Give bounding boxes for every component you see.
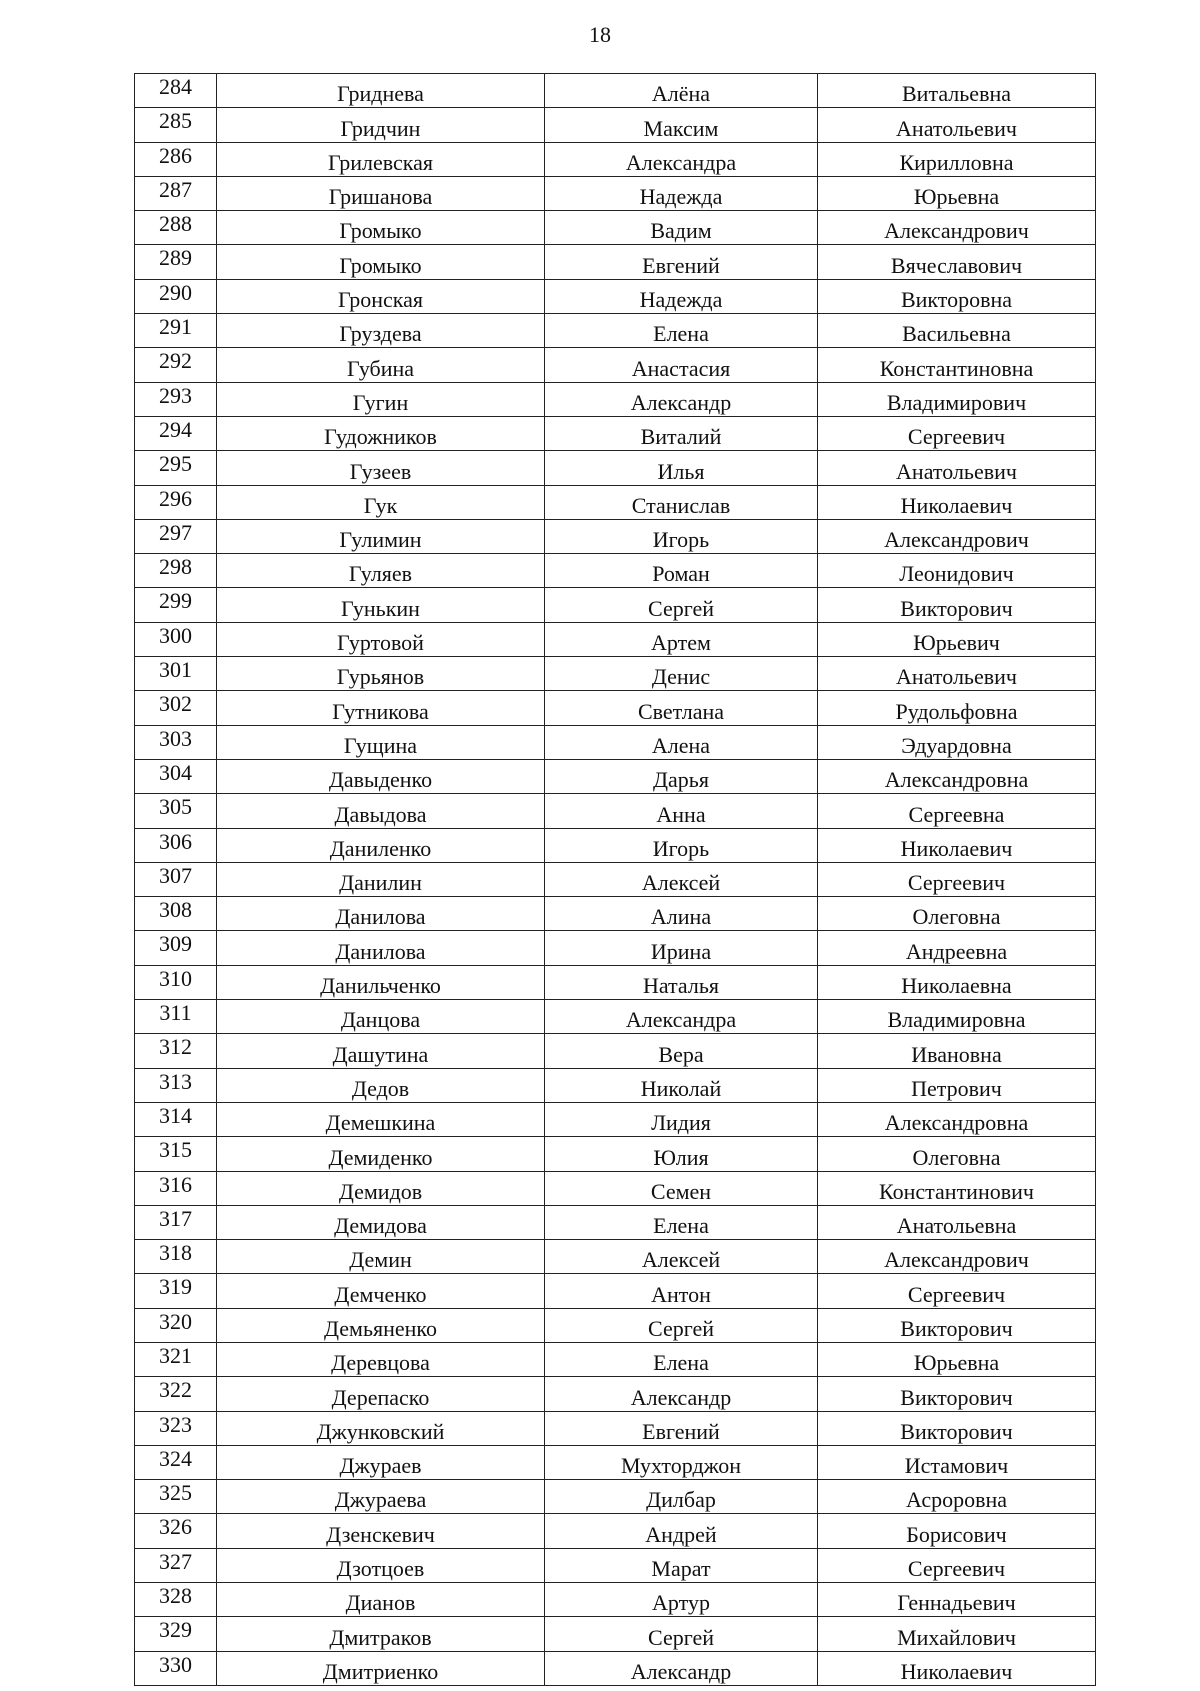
first-name-cell: Алексей xyxy=(545,862,818,896)
patronymic-cell: Николаевна xyxy=(818,965,1096,999)
first-name-cell: Светлана xyxy=(545,691,818,725)
table-row xyxy=(135,1205,1096,1239)
patronymic-cell: Александровна xyxy=(818,759,1096,793)
first-name-cell: Станислав xyxy=(545,485,818,519)
table-row xyxy=(135,108,1096,142)
row-number-cell: 330 xyxy=(135,1651,217,1685)
patronymic-cell: Александровна xyxy=(818,1102,1096,1136)
last-name-cell: Даниленко xyxy=(217,828,545,862)
patronymic-cell: Константиновна xyxy=(818,348,1096,382)
row-number-cell: 317 xyxy=(135,1205,217,1239)
patronymic-cell: Эдуардовна xyxy=(818,725,1096,759)
patronymic-cell: Александрович xyxy=(818,519,1096,553)
row-number-cell: 324 xyxy=(135,1445,217,1479)
patronymic-cell: Юрьевна xyxy=(818,176,1096,210)
last-name-cell: Гущина xyxy=(217,725,545,759)
row-number-cell: 307 xyxy=(135,862,217,896)
table-row xyxy=(135,931,1096,965)
table-row xyxy=(135,451,1096,485)
first-name-cell: Анна xyxy=(545,794,818,828)
first-name-cell: Вадим xyxy=(545,211,818,245)
patronymic-cell: Николаевич xyxy=(818,1651,1096,1685)
table-row xyxy=(135,1240,1096,1274)
first-name-cell: Алена xyxy=(545,725,818,759)
table-row xyxy=(135,1480,1096,1514)
table-row xyxy=(135,1583,1096,1617)
patronymic-cell: Сергеевич xyxy=(818,416,1096,450)
roster-table xyxy=(134,73,1096,1686)
last-name-cell: Демин xyxy=(217,1240,545,1274)
first-name-cell: Вера xyxy=(545,1034,818,1068)
patronymic-cell: Андреевна xyxy=(818,931,1096,965)
last-name-cell: Демьяненко xyxy=(217,1308,545,1342)
patronymic-cell: Витальевна xyxy=(818,74,1096,108)
row-number-cell: 325 xyxy=(135,1480,217,1514)
first-name-cell: Наталья xyxy=(545,965,818,999)
patronymic-cell: Александрович xyxy=(818,1240,1096,1274)
patronymic-cell: Анатольевич xyxy=(818,657,1096,691)
table-row xyxy=(135,1342,1096,1376)
patronymic-cell: Анатольевна xyxy=(818,1205,1096,1239)
last-name-cell: Деревцова xyxy=(217,1342,545,1376)
first-name-cell: Надежда xyxy=(545,279,818,313)
row-number-cell: 329 xyxy=(135,1617,217,1651)
patronymic-cell: Олеговна xyxy=(818,1137,1096,1171)
first-name-cell: Роман xyxy=(545,554,818,588)
row-number-cell: 297 xyxy=(135,519,217,553)
table-row xyxy=(135,211,1096,245)
last-name-cell: Гуртовой xyxy=(217,622,545,656)
first-name-cell: Сергей xyxy=(545,588,818,622)
first-name-cell: Дилбар xyxy=(545,1480,818,1514)
row-number-cell: 327 xyxy=(135,1548,217,1582)
row-number-cell: 289 xyxy=(135,245,217,279)
last-name-cell: Громыко xyxy=(217,211,545,245)
row-number-cell: 328 xyxy=(135,1583,217,1617)
last-name-cell: Джураев xyxy=(217,1445,545,1479)
patronymic-cell: Николаевич xyxy=(818,828,1096,862)
table-row xyxy=(135,1411,1096,1445)
row-number-cell: 290 xyxy=(135,279,217,313)
table-row xyxy=(135,519,1096,553)
row-number-cell: 309 xyxy=(135,931,217,965)
first-name-cell: Надежда xyxy=(545,176,818,210)
last-name-cell: Гриднева xyxy=(217,74,545,108)
table-row xyxy=(135,1171,1096,1205)
first-name-cell: Артур xyxy=(545,1583,818,1617)
patronymic-cell: Васильевна xyxy=(818,314,1096,348)
first-name-cell: Александр xyxy=(545,1377,818,1411)
last-name-cell: Данилова xyxy=(217,897,545,931)
table-row xyxy=(135,691,1096,725)
first-name-cell: Александр xyxy=(545,1651,818,1685)
last-name-cell: Дедов xyxy=(217,1068,545,1102)
table-row xyxy=(135,1617,1096,1651)
table-row xyxy=(135,416,1096,450)
row-number-cell: 286 xyxy=(135,142,217,176)
first-name-cell: Алёна xyxy=(545,74,818,108)
row-number-cell: 315 xyxy=(135,1137,217,1171)
row-number-cell: 312 xyxy=(135,1034,217,1068)
row-number-cell: 323 xyxy=(135,1411,217,1445)
row-number-cell: 319 xyxy=(135,1274,217,1308)
patronymic-cell: Юрьевич xyxy=(818,622,1096,656)
first-name-cell: Сергей xyxy=(545,1308,818,1342)
table-row xyxy=(135,1137,1096,1171)
patronymic-cell: Ивановна xyxy=(818,1034,1096,1068)
patronymic-cell: Владимировна xyxy=(818,1000,1096,1034)
table-row xyxy=(135,1377,1096,1411)
first-name-cell: Андрей xyxy=(545,1514,818,1548)
row-number-cell: 292 xyxy=(135,348,217,382)
table-row xyxy=(135,965,1096,999)
table-row xyxy=(135,725,1096,759)
row-number-cell: 294 xyxy=(135,416,217,450)
table-row xyxy=(135,759,1096,793)
row-number-cell: 285 xyxy=(135,108,217,142)
table-row xyxy=(135,279,1096,313)
row-number-cell: 302 xyxy=(135,691,217,725)
last-name-cell: Гуляев xyxy=(217,554,545,588)
patronymic-cell: Олеговна xyxy=(818,897,1096,931)
patronymic-cell: Асроровна xyxy=(818,1480,1096,1514)
first-name-cell: Александр xyxy=(545,382,818,416)
row-number-cell: 310 xyxy=(135,965,217,999)
last-name-cell: Демиденко xyxy=(217,1137,545,1171)
patronymic-cell: Владимирович xyxy=(818,382,1096,416)
row-number-cell: 308 xyxy=(135,897,217,931)
patronymic-cell: Викторовна xyxy=(818,279,1096,313)
table-row xyxy=(135,554,1096,588)
patronymic-cell: Рудольфовна xyxy=(818,691,1096,725)
table-row xyxy=(135,1548,1096,1582)
row-number-cell: 291 xyxy=(135,314,217,348)
table-row xyxy=(135,1445,1096,1479)
last-name-cell: Дмитраков xyxy=(217,1617,545,1651)
last-name-cell: Гронская xyxy=(217,279,545,313)
patronymic-cell: Юрьевна xyxy=(818,1342,1096,1376)
last-name-cell: Гудожников xyxy=(217,416,545,450)
last-name-cell: Данилова xyxy=(217,931,545,965)
table-row xyxy=(135,348,1096,382)
row-number-cell: 306 xyxy=(135,828,217,862)
row-number-cell: 304 xyxy=(135,759,217,793)
table-row xyxy=(135,1274,1096,1308)
row-number-cell: 299 xyxy=(135,588,217,622)
last-name-cell: Грилевская xyxy=(217,142,545,176)
last-name-cell: Гурьянов xyxy=(217,657,545,691)
patronymic-cell: Сергеевна xyxy=(818,794,1096,828)
row-number-cell: 311 xyxy=(135,1000,217,1034)
table-row xyxy=(135,245,1096,279)
last-name-cell: Данилин xyxy=(217,862,545,896)
first-name-cell: Елена xyxy=(545,1205,818,1239)
patronymic-cell: Викторович xyxy=(818,1411,1096,1445)
patronymic-cell: Вячеславович xyxy=(818,245,1096,279)
patronymic-cell: Петрович xyxy=(818,1068,1096,1102)
page-number: 18 xyxy=(589,22,611,47)
roster-table-body xyxy=(135,74,1096,1686)
patronymic-cell: Борисович xyxy=(818,1514,1096,1548)
table-row xyxy=(135,1102,1096,1136)
first-name-cell: Сергей xyxy=(545,1617,818,1651)
table-row xyxy=(135,382,1096,416)
table-row xyxy=(135,485,1096,519)
last-name-cell: Гук xyxy=(217,485,545,519)
table-row xyxy=(135,314,1096,348)
last-name-cell: Данцова xyxy=(217,1000,545,1034)
last-name-cell: Давыденко xyxy=(217,759,545,793)
patronymic-cell: Сергеевич xyxy=(818,862,1096,896)
first-name-cell: Игорь xyxy=(545,828,818,862)
first-name-cell: Александра xyxy=(545,1000,818,1034)
patronymic-cell: Николаевич xyxy=(818,485,1096,519)
table-row xyxy=(135,862,1096,896)
last-name-cell: Гузеев xyxy=(217,451,545,485)
last-name-cell: Джураева xyxy=(217,1480,545,1514)
patronymic-cell: Истамович xyxy=(818,1445,1096,1479)
last-name-cell: Демешкина xyxy=(217,1102,545,1136)
first-name-cell: Мухторджон xyxy=(545,1445,818,1479)
table-row xyxy=(135,1514,1096,1548)
row-number-cell: 316 xyxy=(135,1171,217,1205)
row-number-cell: 326 xyxy=(135,1514,217,1548)
table-row xyxy=(135,794,1096,828)
row-number-cell: 284 xyxy=(135,74,217,108)
row-number-cell: 322 xyxy=(135,1377,217,1411)
last-name-cell: Гунькин xyxy=(217,588,545,622)
last-name-cell: Груздева xyxy=(217,314,545,348)
first-name-cell: Денис xyxy=(545,657,818,691)
last-name-cell: Гулимин xyxy=(217,519,545,553)
first-name-cell: Максим xyxy=(545,108,818,142)
last-name-cell: Дмитриенко xyxy=(217,1651,545,1685)
first-name-cell: Игорь xyxy=(545,519,818,553)
last-name-cell: Дерепаско xyxy=(217,1377,545,1411)
first-name-cell: Семен xyxy=(545,1171,818,1205)
table-row xyxy=(135,622,1096,656)
first-name-cell: Алексей xyxy=(545,1240,818,1274)
table-row xyxy=(135,828,1096,862)
patronymic-cell: Кирилловна xyxy=(818,142,1096,176)
last-name-cell: Давыдова xyxy=(217,794,545,828)
first-name-cell: Евгений xyxy=(545,245,818,279)
first-name-cell: Лидия xyxy=(545,1102,818,1136)
table-row xyxy=(135,657,1096,691)
patronymic-cell: Викторович xyxy=(818,1308,1096,1342)
first-name-cell: Дарья xyxy=(545,759,818,793)
table-row xyxy=(135,1068,1096,1102)
patronymic-cell: Анатольевич xyxy=(818,108,1096,142)
row-number-cell: 288 xyxy=(135,211,217,245)
last-name-cell: Данильченко xyxy=(217,965,545,999)
last-name-cell: Губина xyxy=(217,348,545,382)
last-name-cell: Демидова xyxy=(217,1205,545,1239)
first-name-cell: Елена xyxy=(545,314,818,348)
row-number-cell: 313 xyxy=(135,1068,217,1102)
row-number-cell: 303 xyxy=(135,725,217,759)
table-row xyxy=(135,1000,1096,1034)
first-name-cell: Елена xyxy=(545,1342,818,1376)
row-number-cell: 320 xyxy=(135,1308,217,1342)
last-name-cell: Демченко xyxy=(217,1274,545,1308)
last-name-cell: Гутникова xyxy=(217,691,545,725)
last-name-cell: Демидов xyxy=(217,1171,545,1205)
last-name-cell: Джунковский xyxy=(217,1411,545,1445)
row-number-cell: 298 xyxy=(135,554,217,588)
table-row xyxy=(135,176,1096,210)
row-number-cell: 321 xyxy=(135,1342,217,1376)
table-row xyxy=(135,1651,1096,1685)
last-name-cell: Гришанова xyxy=(217,176,545,210)
first-name-cell: Евгений xyxy=(545,1411,818,1445)
first-name-cell: Илья xyxy=(545,451,818,485)
table-row xyxy=(135,1034,1096,1068)
last-name-cell: Громыко xyxy=(217,245,545,279)
table-row xyxy=(135,1308,1096,1342)
row-number-cell: 295 xyxy=(135,451,217,485)
patronymic-cell: Александрович xyxy=(818,211,1096,245)
patronymic-cell: Геннадьевич xyxy=(818,1583,1096,1617)
table-row xyxy=(135,142,1096,176)
first-name-cell: Виталий xyxy=(545,416,818,450)
last-name-cell: Дашутина xyxy=(217,1034,545,1068)
patronymic-cell: Сергеевич xyxy=(818,1274,1096,1308)
row-number-cell: 293 xyxy=(135,382,217,416)
patronymic-cell: Викторович xyxy=(818,1377,1096,1411)
last-name-cell: Гридчин xyxy=(217,108,545,142)
patronymic-cell: Леонидович xyxy=(818,554,1096,588)
last-name-cell: Дзенскевич xyxy=(217,1514,545,1548)
patronymic-cell: Анатольевич xyxy=(818,451,1096,485)
row-number-cell: 318 xyxy=(135,1240,217,1274)
patronymic-cell: Михайлович xyxy=(818,1617,1096,1651)
row-number-cell: 305 xyxy=(135,794,217,828)
patronymic-cell: Сергеевич xyxy=(818,1548,1096,1582)
last-name-cell: Гугин xyxy=(217,382,545,416)
first-name-cell: Антон xyxy=(545,1274,818,1308)
first-name-cell: Николай xyxy=(545,1068,818,1102)
first-name-cell: Анастасия xyxy=(545,348,818,382)
first-name-cell: Артем xyxy=(545,622,818,656)
table-row xyxy=(135,74,1096,108)
row-number-cell: 296 xyxy=(135,485,217,519)
table-row xyxy=(135,897,1096,931)
row-number-cell: 301 xyxy=(135,657,217,691)
first-name-cell: Юлия xyxy=(545,1137,818,1171)
row-number-cell: 300 xyxy=(135,622,217,656)
last-name-cell: Дзотцоев xyxy=(217,1548,545,1582)
first-name-cell: Ирина xyxy=(545,931,818,965)
first-name-cell: Алина xyxy=(545,897,818,931)
first-name-cell: Марат xyxy=(545,1548,818,1582)
table-row xyxy=(135,588,1096,622)
first-name-cell: Александра xyxy=(545,142,818,176)
last-name-cell: Дианов xyxy=(217,1583,545,1617)
patronymic-cell: Константинович xyxy=(818,1171,1096,1205)
row-number-cell: 287 xyxy=(135,176,217,210)
patronymic-cell: Викторович xyxy=(818,588,1096,622)
row-number-cell: 314 xyxy=(135,1102,217,1136)
